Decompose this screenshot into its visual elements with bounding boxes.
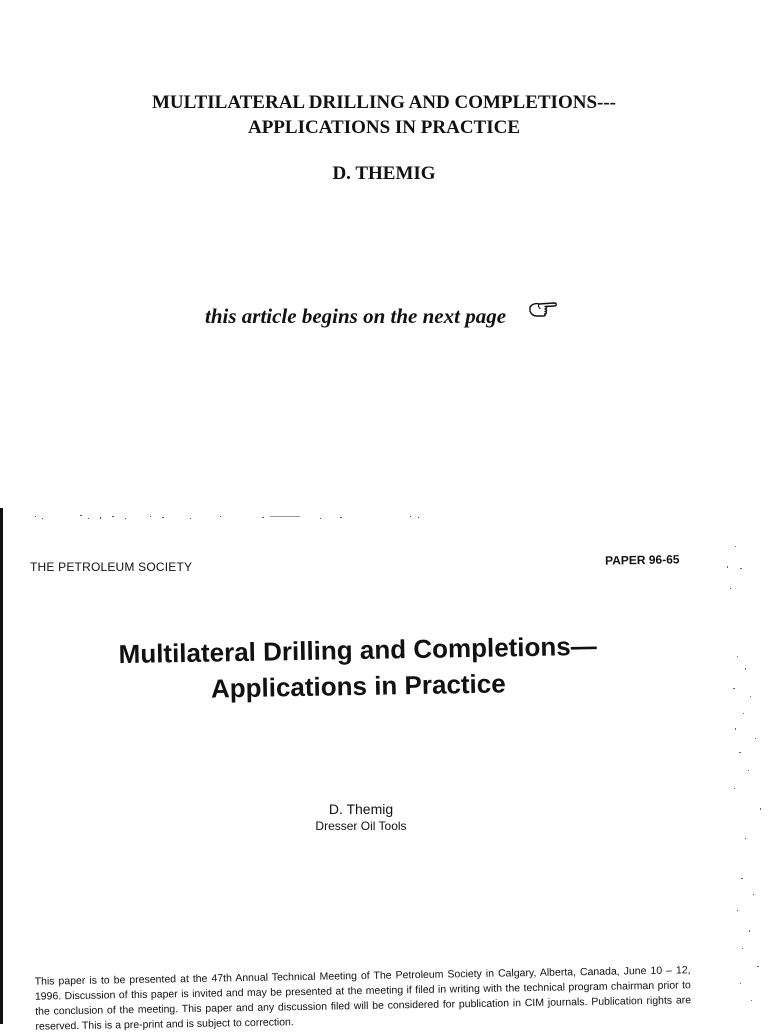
paper-number: PAPER 96-65 (604, 552, 680, 568)
paper-title-line-2: Applications in Practice (210, 668, 506, 704)
scanned-paper-page (0, 508, 768, 1033)
cover-title-line-2: APPLICATIONS IN PRACTICE (247, 117, 520, 138)
paper-title-line-1: Multilateral Drilling and Completions— (118, 630, 597, 670)
pointing-hand-icon (528, 298, 560, 320)
society-name: THE PETROLEUM SOCIETY (30, 560, 193, 574)
author-affiliation: Dresser Oil Tools (315, 819, 407, 833)
next-page-note: this article begins on the next page (205, 304, 507, 328)
cover-page (0, 0, 768, 508)
footnote-clip (0, 508, 768, 1033)
cover-title (0, 90, 768, 140)
cover-title-line-1: MULTILATERAL DRILLING AND COMPLETIONS--- (152, 92, 616, 113)
cover-author: D. THEMIG (332, 163, 436, 184)
paper-author: D. Themig (328, 801, 394, 817)
presentation-footnote: This paper is to be presented at the 47th Annual Technical Meeting of The Petroleum Society in Calgary, Alberta, Canada, June 10 – 12, 1996. Discussion of this paper is invited and may be presented at the meeting if filed in writing with the technical program chairman prior to the conclusion of the meeting. This paper and any discussion filed will be considered for publication in CIM journals. Publication rights are reserved. This is a pre-print and is subject to correction. (34, 964, 692, 1033)
